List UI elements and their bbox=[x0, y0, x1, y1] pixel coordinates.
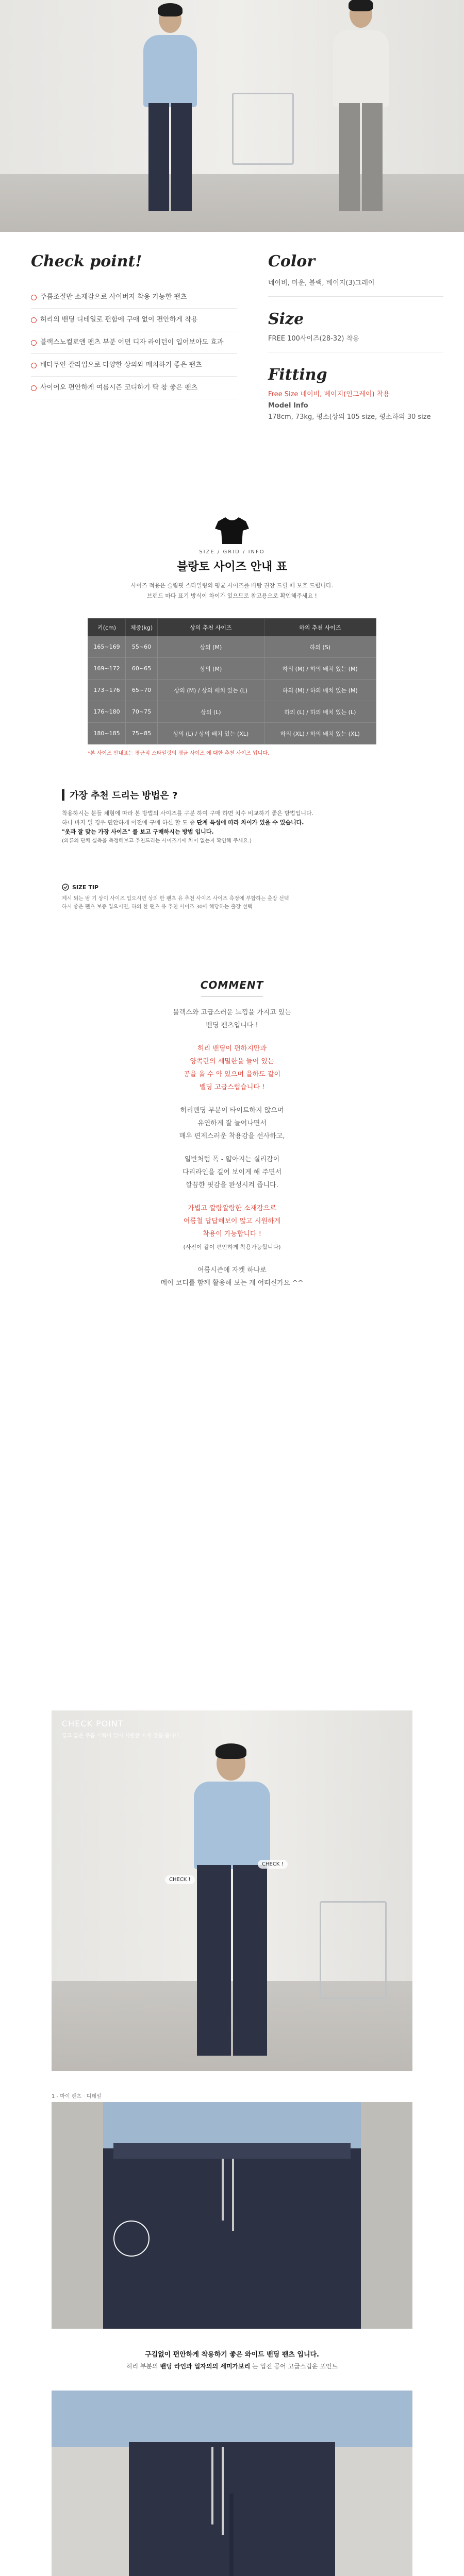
comment-line: 유연하게 잘 늘어나면서 bbox=[197, 1120, 267, 1127]
hero-photo bbox=[0, 0, 464, 232]
table-cell: 하의 (XL) / 하의 배치 있는 (XL) bbox=[264, 723, 376, 744]
check-icon bbox=[62, 884, 69, 891]
size-value: FREE 100사이즈(28-32) 착용 bbox=[268, 333, 443, 352]
comment-red-line: 착용이 가능합니다 ! bbox=[203, 1230, 261, 1238]
table-cell: 하의 (L) / 하의 배치 있는 (L) bbox=[264, 701, 376, 723]
chair bbox=[232, 93, 294, 165]
size-guide-caption: SIZE / GRID / INFO bbox=[199, 549, 265, 555]
size-table bbox=[88, 618, 376, 744]
middle-line: 허리 부분의 bbox=[126, 2363, 158, 2370]
detail-photo-2 bbox=[52, 2391, 412, 2576]
check-label: CHECK ! bbox=[258, 1860, 288, 1869]
tshirt-icon bbox=[214, 515, 250, 546]
table-cell: 하의 (M) / 하의 배치 있는 (M) bbox=[264, 658, 376, 680]
checkpoint-item: 사이어오 편안하게 여름시즌 코디하기 딱 참 좋은 팬츠 bbox=[31, 377, 237, 399]
middle-line: 는 입진 공어 고급스럽운 포인트 bbox=[252, 2363, 338, 2370]
color-title: Color bbox=[268, 252, 316, 270]
comment-line: 깔끔한 핏감을 완성시켜 줍니다. bbox=[186, 1181, 278, 1189]
size-guide-note-2: 브랜드 마다 표기 방식이 차이가 있으므로 참고용으로 확인해주세요 ! bbox=[147, 592, 317, 599]
comment-small-line: (사진이 같이 편안하게 착용가능합니다) bbox=[183, 1244, 281, 1250]
fitting-line: Free Size 네이비, 베이지(인그레이) 착용 bbox=[268, 391, 390, 398]
middle-bold: 밴딩 라인과 일자의의 세미가보리 bbox=[160, 2363, 251, 2370]
checkpoint-item: 주름조절만 소재감으로 사이버지 착용 가능한 팬츠 bbox=[31, 286, 237, 309]
size-table-header: 상의 추천 사이즈 bbox=[157, 619, 264, 636]
comment-title: COMMENT bbox=[200, 979, 264, 991]
table-row bbox=[88, 701, 376, 723]
table-row bbox=[88, 723, 376, 744]
table-row bbox=[88, 680, 376, 701]
comment-line: 메이 코디를 함께 활용해 보는 게 어떠신가요 ^^ bbox=[160, 1279, 304, 1287]
table-cell: 173~176 bbox=[88, 680, 126, 701]
size-table-header: 하의 추천 사이즈 bbox=[264, 619, 376, 636]
size-tip-title: SIZE TIP bbox=[72, 884, 98, 891]
detail-photo-1 bbox=[52, 2102, 412, 2329]
table-cell: 상의 (M) bbox=[157, 636, 264, 658]
checkpoint-item: 블랙스노컬로앤 팬츠 부분 어떤 디자 라이턴이 입어보아도 효과 bbox=[31, 331, 237, 354]
model-right bbox=[330, 0, 392, 222]
table-cell: 75~85 bbox=[126, 723, 158, 744]
comment-red-line: 공을 올 수 약 있으며 을하도 같이 bbox=[183, 1071, 281, 1078]
table-cell: 165~169 bbox=[88, 636, 126, 658]
checkpoint-section bbox=[31, 252, 237, 399]
size-table-header: 체중(kg) bbox=[126, 619, 158, 636]
table-row bbox=[88, 636, 376, 658]
table-cell: 상의 (M) / 상의 배치 있는 (L) bbox=[157, 680, 264, 701]
detail-caption: 1 - 마이 팬츠 · 디테일 bbox=[52, 2094, 102, 2099]
comment-red-line: 허리 밴딩이 편하지만과 bbox=[197, 1045, 267, 1053]
table-cell: 55~60 bbox=[126, 636, 158, 658]
comment-line: 매우 편제스러운 착용감을 선사하고, bbox=[179, 1132, 285, 1140]
table-cell: 상의 (L) bbox=[157, 701, 264, 723]
recommend-title: 가장 추천 드리는 방법은 ? bbox=[70, 790, 178, 801]
checkpoint-photo bbox=[52, 1710, 412, 2071]
photo-subtitle: 길고 얇은 주름 스틱이 있어 시원한 소재 감을 줍니다. bbox=[62, 1733, 181, 1739]
size-table-header: 키(cm) bbox=[88, 619, 126, 636]
recommend-line: (의류의 단체 실측을 측정해보고 추천드리는 사이즈가에 차이 없는지 확인해 주세요.) bbox=[62, 838, 252, 844]
color-value: 네이비, 마운, 블랙, 베이지(3)그레이 bbox=[268, 278, 443, 297]
comment-red-line: 가볍고 깔랑깔랑한 소재감으로 bbox=[188, 1205, 276, 1212]
check-label: CHECK ! bbox=[165, 1875, 195, 1884]
model-info-title: Model Info bbox=[268, 402, 308, 410]
table-cell: 하의 (M) / 하의 배치 있는 (M) bbox=[264, 680, 376, 701]
size-tip-text: 제시 되는 범 기 상이 사이즈 입으시면 상의 한 팬츠 유 추천 사이즈 사이즈 측정에 부합하는 출장 선택 bbox=[62, 896, 289, 902]
middle-text bbox=[0, 2349, 464, 2372]
comment-line: 허리밴딩 부분이 타이트하지 않으며 bbox=[180, 1107, 284, 1114]
table-cell: 하의 (S) bbox=[264, 636, 376, 658]
comment-red-line: 밸딩 고급스럽습니다 ! bbox=[199, 1083, 265, 1091]
recommend-line: 착용하시는 분들 체형에 따라 본 방법의 사이즈를 구분 하여 구매 하면 치수 비교하기 좋은 방법입니다. bbox=[62, 810, 314, 817]
fitting-title: Fitting bbox=[268, 366, 327, 384]
comment-line: 다리라인을 길어 보이게 해 주면서 bbox=[182, 1168, 282, 1176]
middle-line: 구김없이 편안하게 착용하기 좋은 와이드 밴딩 팬츠 입니다. bbox=[144, 2351, 319, 2359]
table-cell: 70~75 bbox=[126, 701, 158, 723]
table-cell: 60~65 bbox=[126, 658, 158, 680]
comment-line: 여름시즌에 자켓 하나로 bbox=[197, 1266, 267, 1274]
checkpoint-item: 허리의 밴딩 디테일로 편함에 구애 없이 편안하게 착용 bbox=[31, 309, 237, 331]
comment-line: 일반처럼 폭 - 얇아지는 실리감이 bbox=[184, 1156, 280, 1163]
recommend-section bbox=[62, 788, 402, 846]
comment-red-line: 양쪽란의 세밀한을 들어 있는 bbox=[190, 1058, 274, 1065]
table-row bbox=[88, 658, 376, 680]
chair bbox=[320, 1901, 387, 1999]
model-info-value: 178cm, 73kg, 평소(상의 105 size, 평소하의 30 size bbox=[268, 413, 431, 421]
checkpoint-item: 배다무인 잘라입으로 다양한 상의와 매치하기 좋은 팬츠 bbox=[31, 354, 237, 377]
comment-line: 밴딩 팬츠입니다 ! bbox=[206, 1022, 258, 1029]
recommend-bar bbox=[62, 789, 64, 801]
info-section bbox=[268, 252, 443, 423]
size-table-wrap bbox=[88, 618, 376, 756]
size-table-footnote: *본 사이즈 안내표는 평균적 스타일링의 평균 사이즈 에 대한 추천 사이즈 입니다. bbox=[88, 751, 270, 756]
table-cell: 176~180 bbox=[88, 701, 126, 723]
size-title: Size bbox=[268, 310, 304, 328]
size-guide-title: 블랑토 사이즈 안내 표 bbox=[176, 561, 288, 573]
model-full bbox=[186, 1741, 278, 2061]
model-left bbox=[139, 5, 201, 222]
recommend-line: 하나 바지 일 경우 편안하게 이전에 구매 하신 할 도 중 bbox=[62, 819, 195, 826]
checkpoint-title: Check point! bbox=[31, 252, 142, 270]
photo-title: CHECK POINT bbox=[62, 1719, 124, 1728]
size-guide-section bbox=[0, 515, 464, 600]
recommend-line: "옷과 잘 맞는 가장 사이즈" 를 보고 구매하시는 방법 입니다. bbox=[62, 828, 214, 835]
table-cell: 169~172 bbox=[88, 658, 126, 680]
table-cell: 65~70 bbox=[126, 680, 158, 701]
table-cell: 상의 (L) / 상의 배치 있는 (XL) bbox=[157, 723, 264, 744]
table-cell: 180~185 bbox=[88, 723, 126, 744]
size-guide-note-1: 사이즈 적용은 슬림핏 스타일링의 평균 사이즈를 바탕 권장 드릴 때 보호 드립니다. bbox=[130, 582, 334, 589]
comment-line: 블랙스와 고급스러운 느낌을 가지고 있는 bbox=[172, 1009, 291, 1016]
comment-red-line: 여름철 답답해보이 않고 시원하게 bbox=[183, 1217, 281, 1225]
comment-section bbox=[0, 979, 464, 1290]
recommend-bold: 단계 특성에 따라 차이가 있을 수 있습니다. bbox=[196, 819, 304, 826]
size-tip-text: 하시 좋은 팬츠 보증 입으시면, 하의 한 팬츠 유 추천 사이즈 30에 해당하는 출장 선택 bbox=[62, 904, 253, 910]
table-cell: 상의 (M) bbox=[157, 658, 264, 680]
size-tip-section bbox=[62, 884, 402, 911]
